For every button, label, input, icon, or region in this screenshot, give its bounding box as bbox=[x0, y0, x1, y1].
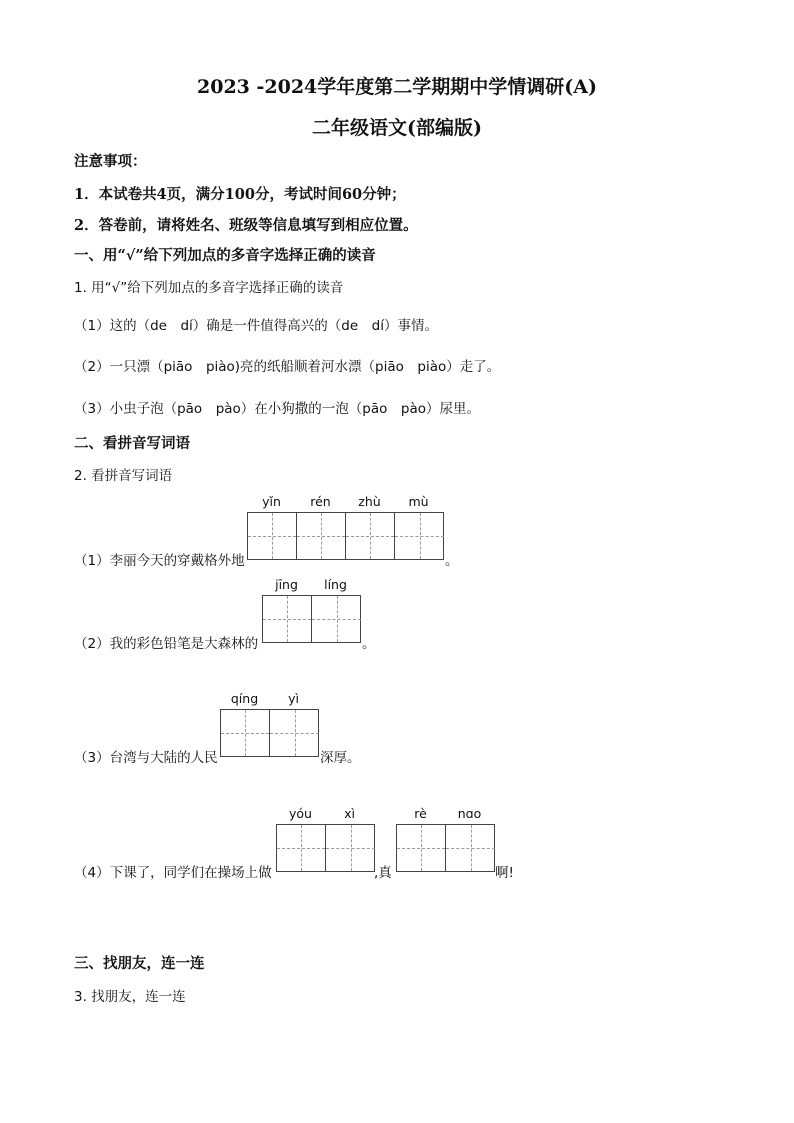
question-2-item-4: （4）下课了，同学们在操场上做 bbox=[74, 865, 272, 881]
pinyin-label: líng bbox=[324, 577, 347, 592]
sentence-middle: ,真 bbox=[374, 865, 392, 881]
tianzige-answer-box[interactable] bbox=[262, 595, 361, 643]
question-2-item-1: （1）李丽今天的穿戴格外地 bbox=[74, 553, 245, 569]
section2-heading: 二、看拼音写词语 bbox=[74, 435, 190, 452]
tianzige-answer-box[interactable] bbox=[276, 824, 375, 872]
pinyin-label: zhù bbox=[358, 494, 381, 509]
question-2: 2. 看拼音写词语 bbox=[74, 468, 173, 484]
sentence-end: 啊! bbox=[495, 865, 514, 881]
pinyin-label: yì bbox=[288, 691, 299, 706]
pinyin-label: xì bbox=[344, 806, 355, 821]
question-1-item-2: （2）一只漂（piāo piào)亮的纸船顺着河水漂（piāo piào）走了。 bbox=[74, 359, 501, 375]
question-2-item-2: （2）我的彩色铅笔是大森林的 bbox=[74, 636, 259, 652]
pinyin-label: rén bbox=[310, 494, 331, 509]
tianzige-answer-box[interactable] bbox=[247, 512, 444, 560]
section3-heading: 三、找朋友，连一连 bbox=[74, 955, 205, 972]
sentence-end: 。 bbox=[362, 636, 376, 652]
question-3: 3. 找朋友，连一连 bbox=[74, 989, 186, 1005]
pinyin-label: jīng bbox=[275, 577, 298, 592]
exam-title: 2023 -2024学年度第二学期期中学情调研(A) bbox=[197, 76, 597, 98]
pinyin-label: yǐn bbox=[262, 494, 281, 509]
question-1-item-1: （1）这的（de dí）确是一件值得高兴的（de dí）事情。 bbox=[74, 318, 438, 334]
pinyin-label: rè bbox=[414, 806, 427, 821]
question-1-item-3: （3）小虫子泡（pāo pào）在小狗撒的一泡（pāo pào）尿里。 bbox=[74, 401, 480, 417]
notes-heading: 注意事项： bbox=[74, 153, 147, 170]
question-1: 1. 用“√”给下列加点的多音字选择正确的读音 bbox=[74, 280, 344, 296]
question-2-item-3: （3）台湾与大陆的人民 bbox=[74, 750, 218, 766]
tianzige-answer-box[interactable] bbox=[220, 709, 319, 757]
pinyin-label: qíng bbox=[230, 691, 259, 706]
section1-heading: 一、用“√”给下列加点的多音字选择正确的读音 bbox=[74, 247, 376, 264]
notes-item-1: 1．本试卷共4页，满分100分，考试时间60分钟； bbox=[74, 186, 406, 203]
pinyin-label: mù bbox=[408, 494, 429, 509]
tianzige-answer-box[interactable] bbox=[396, 824, 495, 872]
pinyin-label: nɑo bbox=[457, 806, 482, 821]
pinyin-label: yóu bbox=[289, 806, 312, 821]
notes-item-2: 2．答卷前，请将姓名、班级等信息填写到相应位置。 bbox=[74, 217, 418, 234]
exam-subtitle: 二年级语文(部编版) bbox=[312, 117, 482, 139]
sentence-end: 深厚。 bbox=[320, 750, 361, 766]
sentence-end: 。 bbox=[445, 553, 459, 569]
